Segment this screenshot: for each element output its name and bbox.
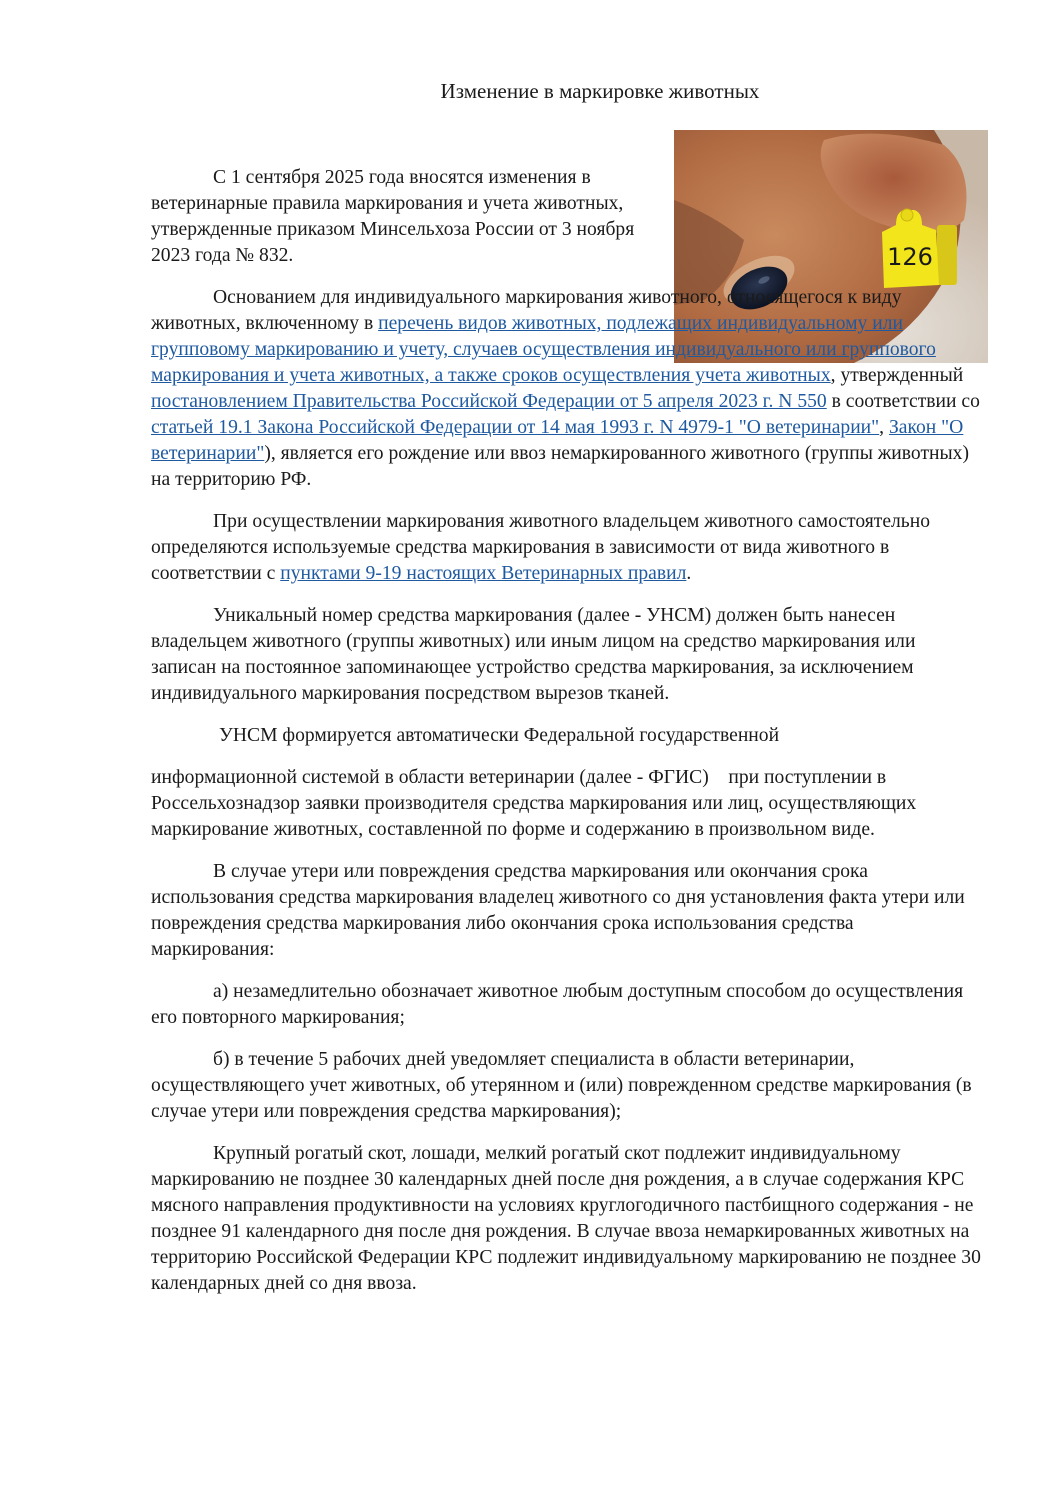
list-item-a: а) незамедлительно обозначает животное любым доступным способом до осуществления его повторного маркирования; (151, 981, 964, 1028)
paragraph-marking-means-text: При осуществлении маркирования животного владельцем животного самостоятельно определяются используемые средства маркирования в зависимости от вида животного в соответствии с (151, 511, 931, 584)
paragraph-marking-means-end: . (686, 563, 692, 584)
paragraph-basis-text: , утвержденный (830, 365, 964, 386)
paragraph-basis-text: в соответствии со (826, 391, 980, 412)
paragraph-basis-text: , (879, 417, 889, 438)
paragraph-livestock-deadlines: Крупный рогатый скот, лошади, мелкий рогатый скот подлежит индивидуальному маркированию не позднее 30 календарных дней после дня рождения, а в случае содержания КРС мясного направления продуктивности на условиях круглогодичного пастбищного содержания - не позднее 91 календарного дня после дня рождения. В случае ввоза немаркированных животных на территорию Российской Федерации КРС подлежит индивидуальному маркированию не позднее 30 календарных дней со дня ввоза. (151, 1143, 981, 1294)
link-rules-points-9-19[interactable]: пунктами 9-19 настоящих Ветеринарных правил (280, 563, 687, 584)
paragraph-basis-text-end: ), является его рождение или ввоз немаркированного животного (группы животных) на территорию РФ. (151, 443, 969, 490)
paragraph-intro: С 1 сентября 2025 года вносятся изменения в ветеринарные правила маркирования и учета животных, утвержденные приказом Минсельхоза России от 3 ноября 2023 года № 832. (151, 167, 635, 266)
paragraph-basis (151, 285, 981, 493)
paragraph-unsm-formation-line1: УНСМ формируется автоматически Федеральной государственной (219, 725, 780, 746)
link-animal-species-list[interactable]: перечень видов животных, подлежащих индивидуальному или групповому маркированию и учету, случаев осуществления индивидуального или группового маркирования и учета животных, а также сроков осуществления учета животных (151, 313, 936, 386)
paragraph-marking-means (151, 509, 981, 587)
document-body (151, 165, 981, 1313)
ear-tag-number: 126 (887, 243, 933, 271)
paragraph-unsm-formation: информационной системой в области ветеринарии (далее - ФГИС) при поступлении в Россельхознадзор заявки производителя средства маркирования или лиц, осуществляющих маркирование животных, составленной по форме и содержанию в произвольном виде. (151, 767, 922, 840)
paragraph-loss-damage: В случае утери или повреждения средства маркирования или окончания срока использования средства маркирования владелец животного со дня установления факта утери или повреждения средства маркирования либо окончания срока использования средства маркирования: (151, 861, 965, 960)
link-government-decree-550[interactable]: постановлением Правительства Российской Федерации от 5 апреля 2023 г. N 550 (151, 391, 827, 412)
paragraph-unsm: Уникальный номер средства маркирования (далее - УНСМ) должен быть нанесен владельцем животного (группы животных) или иным лицом на средство маркирования или записан на постоянное запоминающее устройство средства маркирования, за исключением индивидуального маркирования посредством вырезов тканей. (151, 605, 916, 704)
link-veterinary-law[interactable]: Закон "О ветеринарии" (151, 417, 964, 464)
paragraph-basis-text-start: Основанием для индивидуального маркирования животного, относящегося к виду животных, включенному в (151, 287, 902, 334)
document-title: Изменение в маркировке животных (440, 79, 760, 103)
link-article-19-1[interactable]: статьей 19.1 Закона Российской Федерации от 14 мая 1993 г. N 4979-1 "О ветеринарии" (151, 417, 880, 438)
list-item-b: б) в течение 5 рабочих дней уведомляет специалиста в области ветеринарии, осуществляющего учет животных, об утерянном и (или) поврежденном средстве маркирования (в случае утери или повреждения средства маркирования); (151, 1049, 972, 1122)
